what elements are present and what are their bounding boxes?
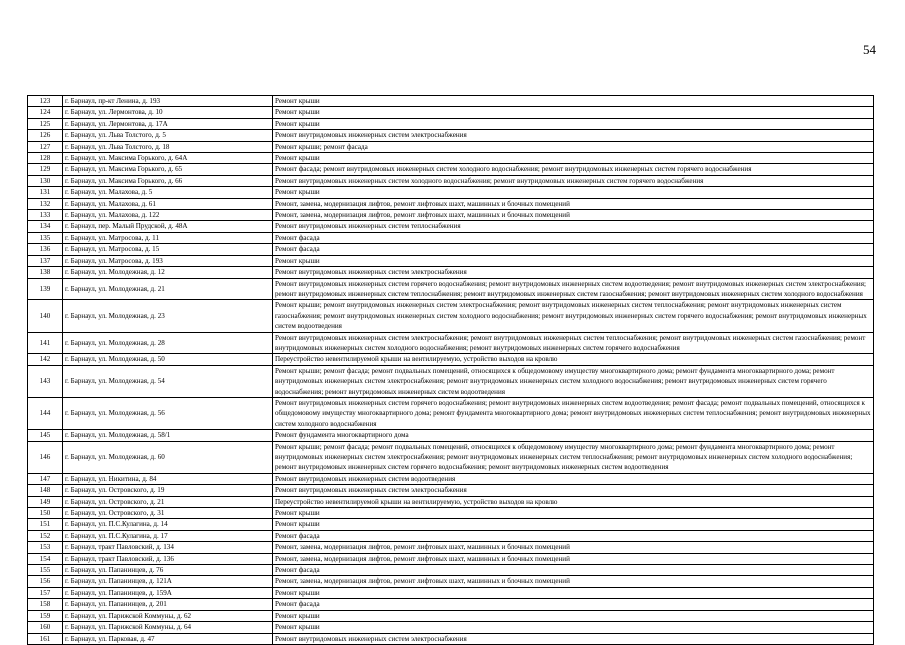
address-cell: г. Барнаул, ул. Молодежная, д. 21 [63, 278, 273, 300]
row-number-cell: 132 [28, 198, 63, 209]
table-row [28, 397, 874, 429]
address-cell: г. Барнаул, ул. Молодежная, д. 50 [63, 354, 273, 365]
work-type-cell: Ремонт, замена, модернизация лифтов, ремонт лифтовых шахт, машинных и блочных помещений [273, 576, 874, 587]
row-number-cell: 144 [28, 397, 63, 429]
work-type-cell: Ремонт, замена, модернизация лифтов, ремонт лифтовых шахт, машинных и блочных помещений [273, 210, 874, 221]
address-cell: г. Барнаул, ул. Молодежная, д. 56 [63, 397, 273, 429]
row-number-cell: 145 [28, 430, 63, 441]
table-row [28, 96, 874, 107]
work-type-cell: Ремонт крыши [273, 153, 874, 164]
work-type-cell: Ремонт внутридомовых инженерных систем горячего водоснабжения; ремонт внутридомовых инженерных систем водоотведения; ремонт внутридомовых инженерных систем электроснабжения; ремонт внутридомовых инженерных систем теплоснабжения; ремонт внутридомовых инженерных систем газоснабжения; ремонт внутридомовых инженерных систем холодного водоснабжения [273, 278, 874, 300]
row-number-cell: 146 [28, 441, 63, 473]
address-cell: г. Барнаул, ул. Максима Горького, д. 66 [63, 175, 273, 186]
row-number-cell: 156 [28, 576, 63, 587]
table-row [28, 430, 874, 441]
table-row [28, 576, 874, 587]
address-cell: г. Барнаул, ул. Островского, д. 21 [63, 496, 273, 507]
work-type-cell: Ремонт внутридомовых инженерных систем горячего водоснабжения; ремонт внутридомовых инженерных систем водоотведения; ремонт фасада; ремонт подвальных помещений, относящихся к общедомовому имуществу многоквартирного дома; ремонт фундамента многоквартирного дома; ремонт внутридомовых инженерных систем теплоснабжения; ремонт внутридомовых инженерных систем холодного водоснабжения [273, 397, 874, 429]
row-number-cell: 159 [28, 610, 63, 621]
row-number-cell: 157 [28, 587, 63, 598]
address-cell: г. Барнаул, ул. Молодежная, д. 28 [63, 332, 273, 354]
table-row [28, 565, 874, 576]
work-type-cell: Ремонт крыши; ремонт фасада [273, 141, 874, 152]
row-number-cell: 148 [28, 485, 63, 496]
table-row [28, 553, 874, 564]
table-row [28, 107, 874, 118]
table-row [28, 141, 874, 152]
table-row [28, 519, 874, 530]
address-cell: г. Барнаул, ул. Островского, д. 31 [63, 508, 273, 519]
address-cell: г. Барнаул, ул. Островского, д. 19 [63, 485, 273, 496]
row-number-cell: 131 [28, 187, 63, 198]
address-cell: г. Барнаул, ул. Молодежная, д. 23 [63, 300, 273, 332]
work-type-cell: Ремонт фасада; ремонт внутридомовых инженерных систем холодного водоснабжения; ремонт внутридомовых инженерных систем горячего водоснабжения [273, 164, 874, 175]
table-row [28, 300, 874, 332]
work-type-cell: Ремонт крыши [273, 96, 874, 107]
table-row [28, 244, 874, 255]
address-cell: г. Барнаул, ул. Парижской Коммуны, д. 64 [63, 622, 273, 633]
address-cell: г. Барнаул, ул. Молодежная, д. 54 [63, 365, 273, 397]
row-number-cell: 138 [28, 267, 63, 278]
address-cell: г. Барнаул, пер. Малый Прудской, д. 48А [63, 221, 273, 232]
table-row [28, 610, 874, 621]
row-number-cell: 128 [28, 153, 63, 164]
address-cell: г. Барнаул, ул. Максима Горького, д. 65 [63, 164, 273, 175]
address-cell: г. Барнаул, ул. Матросова, д. 15 [63, 244, 273, 255]
row-number-cell: 151 [28, 519, 63, 530]
row-number-cell: 130 [28, 175, 63, 186]
table-row [28, 496, 874, 507]
work-type-cell: Ремонт внутридомовых инженерных систем электроснабжения [273, 485, 874, 496]
row-number-cell: 160 [28, 622, 63, 633]
address-cell: г. Барнаул, ул. Льва Толстого, д. 18 [63, 141, 273, 152]
work-type-cell: Ремонт крыши [273, 610, 874, 621]
address-cell: г. Барнаул, ул. Папанинцев, д. 159А [63, 587, 273, 598]
row-number-cell: 126 [28, 130, 63, 141]
row-number-cell: 143 [28, 365, 63, 397]
address-cell: г. Барнаул, ул. Льва Толстого, д. 5 [63, 130, 273, 141]
work-type-cell: Ремонт крыши [273, 519, 874, 530]
row-number-cell: 147 [28, 473, 63, 484]
table-row [28, 332, 874, 354]
row-number-cell: 133 [28, 210, 63, 221]
address-cell: г. Барнаул, ул. Малахова, д. 122 [63, 210, 273, 221]
row-number-cell: 140 [28, 300, 63, 332]
work-type-cell: Ремонт фасада [273, 244, 874, 255]
table-row [28, 633, 874, 644]
work-type-cell: Ремонт крыши; ремонт внутридомовых инженерных систем электроснабжения; ремонт внутридомовых инженерных систем теплоснабжения; ремонт внутридомовых инженерных систем газоснабжения; ремонт внутридомовых инженерных систем холодного водоснабжения; ремонт внутридомовых инженерных систем горячего водоснабжения; ремонт внутридомовых инженерных систем водоотведения [273, 300, 874, 332]
address-cell: г. Барнаул, тракт Павловский, д. 134 [63, 542, 273, 553]
table-row [28, 599, 874, 610]
row-number-cell: 135 [28, 232, 63, 243]
work-type-cell: Ремонт крыши [273, 622, 874, 633]
table-row [28, 587, 874, 598]
table-row [28, 508, 874, 519]
work-type-cell: Ремонт внутридомовых инженерных систем теплоснабжения [273, 221, 874, 232]
page-number: 54 [863, 42, 876, 57]
table-row [28, 278, 874, 300]
work-type-cell: Ремонт крыши; ремонт фасада; ремонт подвальных помещений, относящихся к общедомовому имуществу многоквартирного дома; ремонт фундамента многоквартирного дома; ремонт внутридомовых инженерных систем электроснабжения; ремонт внутридомовых инженерных систем теплоснабжения; ремонт внутридомовых инженерных систем холодного водоснабжения; ремонт внутридомовых инженерных систем горячего водоснабжения; ремонт внутридомовых инженерных систем водоотведения [273, 441, 874, 473]
row-number-cell: 136 [28, 244, 63, 255]
address-cell: г. Барнаул, ул. Парковая, д. 47 [63, 633, 273, 644]
work-type-cell: Ремонт крыши [273, 107, 874, 118]
table-row [28, 232, 874, 243]
work-type-cell: Ремонт внутридомовых инженерных систем электроснабжения [273, 130, 874, 141]
address-cell: г. Барнаул, ул. П.С.Кулагина, д. 17 [63, 530, 273, 541]
address-cell: г. Барнаул, ул. Матросова, д. 11 [63, 232, 273, 243]
address-cell: г. Барнаул, ул. Молодежная, д. 60 [63, 441, 273, 473]
address-cell: г. Барнаул, ул. Папанинцев, д. 201 [63, 599, 273, 610]
table-row [28, 354, 874, 365]
work-type-cell: Ремонт фундамента многоквартирного дома [273, 430, 874, 441]
row-number-cell: 152 [28, 530, 63, 541]
row-number-cell: 124 [28, 107, 63, 118]
address-cell: г. Барнаул, ул. Максима Горького, д. 64А [63, 153, 273, 164]
work-type-cell: Ремонт внутридомовых инженерных систем водоотведения [273, 473, 874, 484]
table-row [28, 267, 874, 278]
table-row [28, 255, 874, 266]
row-number-cell: 154 [28, 553, 63, 564]
address-cell: г. Барнаул, ул. Парижской Коммуны, д. 62 [63, 610, 273, 621]
work-type-cell: Ремонт внутридомовых инженерных систем холодного водоснабжения; ремонт внутридомовых инженерных систем горячего водоснабжения [273, 175, 874, 186]
table-row [28, 622, 874, 633]
address-cell: г. Барнаул, ул. Лермонтова, д. 10 [63, 107, 273, 118]
address-cell: г. Барнаул, пр-кт Ленина, д. 193 [63, 96, 273, 107]
address-cell: г. Барнаул, ул. П.С.Кулагина, д. 14 [63, 519, 273, 530]
table-row [28, 187, 874, 198]
work-type-cell: Ремонт крыши [273, 508, 874, 519]
row-number-cell: 158 [28, 599, 63, 610]
address-cell: г. Барнаул, ул. Малахова, д. 5 [63, 187, 273, 198]
work-type-cell: Ремонт фасада [273, 530, 874, 541]
repair-program-table [27, 95, 874, 645]
address-cell: г. Барнаул, ул. Матросова, д. 193 [63, 255, 273, 266]
work-type-cell: Ремонт фасада [273, 565, 874, 576]
work-type-cell: Ремонт крыши; ремонт фасада; ремонт подвальных помещений, относящихся к общедомовому имуществу многоквартирного дома; ремонт фундамента многоквартирного дома; ремонт внутридомовых инженерных систем электроснабжения; ремонт внутридомовых инженерных систем холодного водоснабжения; ремонт внутридомовых инженерных систем горячего водоснабжения; ремонт внутридомовых инженерных систем водоотведения [273, 365, 874, 397]
row-number-cell: 125 [28, 118, 63, 129]
table-row [28, 153, 874, 164]
table-row [28, 221, 874, 232]
work-type-cell: Ремонт, замена, модернизация лифтов, ремонт лифтовых шахт, машинных и блочных помещений [273, 542, 874, 553]
table-row [28, 130, 874, 141]
table-row [28, 485, 874, 496]
address-cell: г. Барнаул, тракт Павловский, д. 136 [63, 553, 273, 564]
table-row [28, 164, 874, 175]
work-type-cell: Ремонт крыши [273, 187, 874, 198]
work-type-cell: Переустройство невентилируемой крыши на вентилируемую, устройство выходов на кровлю [273, 354, 874, 365]
row-number-cell: 153 [28, 542, 63, 553]
work-type-cell: Ремонт крыши [273, 255, 874, 266]
table-row [28, 365, 874, 397]
row-number-cell: 123 [28, 96, 63, 107]
address-cell: г. Барнаул, ул. Молодежная, д. 58/1 [63, 430, 273, 441]
work-type-cell: Ремонт крыши [273, 587, 874, 598]
row-number-cell: 150 [28, 508, 63, 519]
work-type-cell: Ремонт внутридомовых инженерных систем электроснабжения; ремонт внутридомовых инженерных систем теплоснабжения; ремонт внутридомовых инженерных систем газоснабжения; ремонт внутридомовых инженерных систем холодного водоснабжения; ремонт внутридомовых инженерных систем горячего водоснабжения [273, 332, 874, 354]
row-number-cell: 139 [28, 278, 63, 300]
address-cell: г. Барнаул, ул. Папанинцев, д. 121А [63, 576, 273, 587]
table-row [28, 118, 874, 129]
work-type-cell: Переустройство невентилируемой крыши на вентилируемую, устройство выходов на кровлю [273, 496, 874, 507]
row-number-cell: 142 [28, 354, 63, 365]
row-number-cell: 149 [28, 496, 63, 507]
address-cell: г. Барнаул, ул. Лермонтова, д. 17А [63, 118, 273, 129]
work-type-cell: Ремонт фасада [273, 232, 874, 243]
work-type-cell: Ремонт, замена, модернизация лифтов, ремонт лифтовых шахт, машинных и блочных помещений [273, 553, 874, 564]
work-type-cell: Ремонт внутридомовых инженерных систем электроснабжения [273, 633, 874, 644]
address-cell: г. Барнаул, ул. Никитина, д. 84 [63, 473, 273, 484]
row-number-cell: 127 [28, 141, 63, 152]
table-row [28, 530, 874, 541]
work-type-cell: Ремонт, замена, модернизация лифтов, ремонт лифтовых шахт, машинных и блочных помещений [273, 198, 874, 209]
row-number-cell: 161 [28, 633, 63, 644]
table-row [28, 441, 874, 473]
work-type-cell: Ремонт внутридомовых инженерных систем электроснабжения [273, 267, 874, 278]
row-number-cell: 134 [28, 221, 63, 232]
row-number-cell: 155 [28, 565, 63, 576]
table-row [28, 473, 874, 484]
table-row [28, 175, 874, 186]
address-cell: г. Барнаул, ул. Малахова, д. 61 [63, 198, 273, 209]
work-type-cell: Ремонт крыши [273, 118, 874, 129]
table-body [28, 96, 874, 645]
table-row [28, 210, 874, 221]
table-row [28, 198, 874, 209]
row-number-cell: 137 [28, 255, 63, 266]
address-cell: г. Барнаул, ул. Папанинцев, д. 76 [63, 565, 273, 576]
row-number-cell: 129 [28, 164, 63, 175]
row-number-cell: 141 [28, 332, 63, 354]
work-type-cell: Ремонт фасада [273, 599, 874, 610]
address-cell: г. Барнаул, ул. Молодежная, д. 12 [63, 267, 273, 278]
table-row [28, 542, 874, 553]
